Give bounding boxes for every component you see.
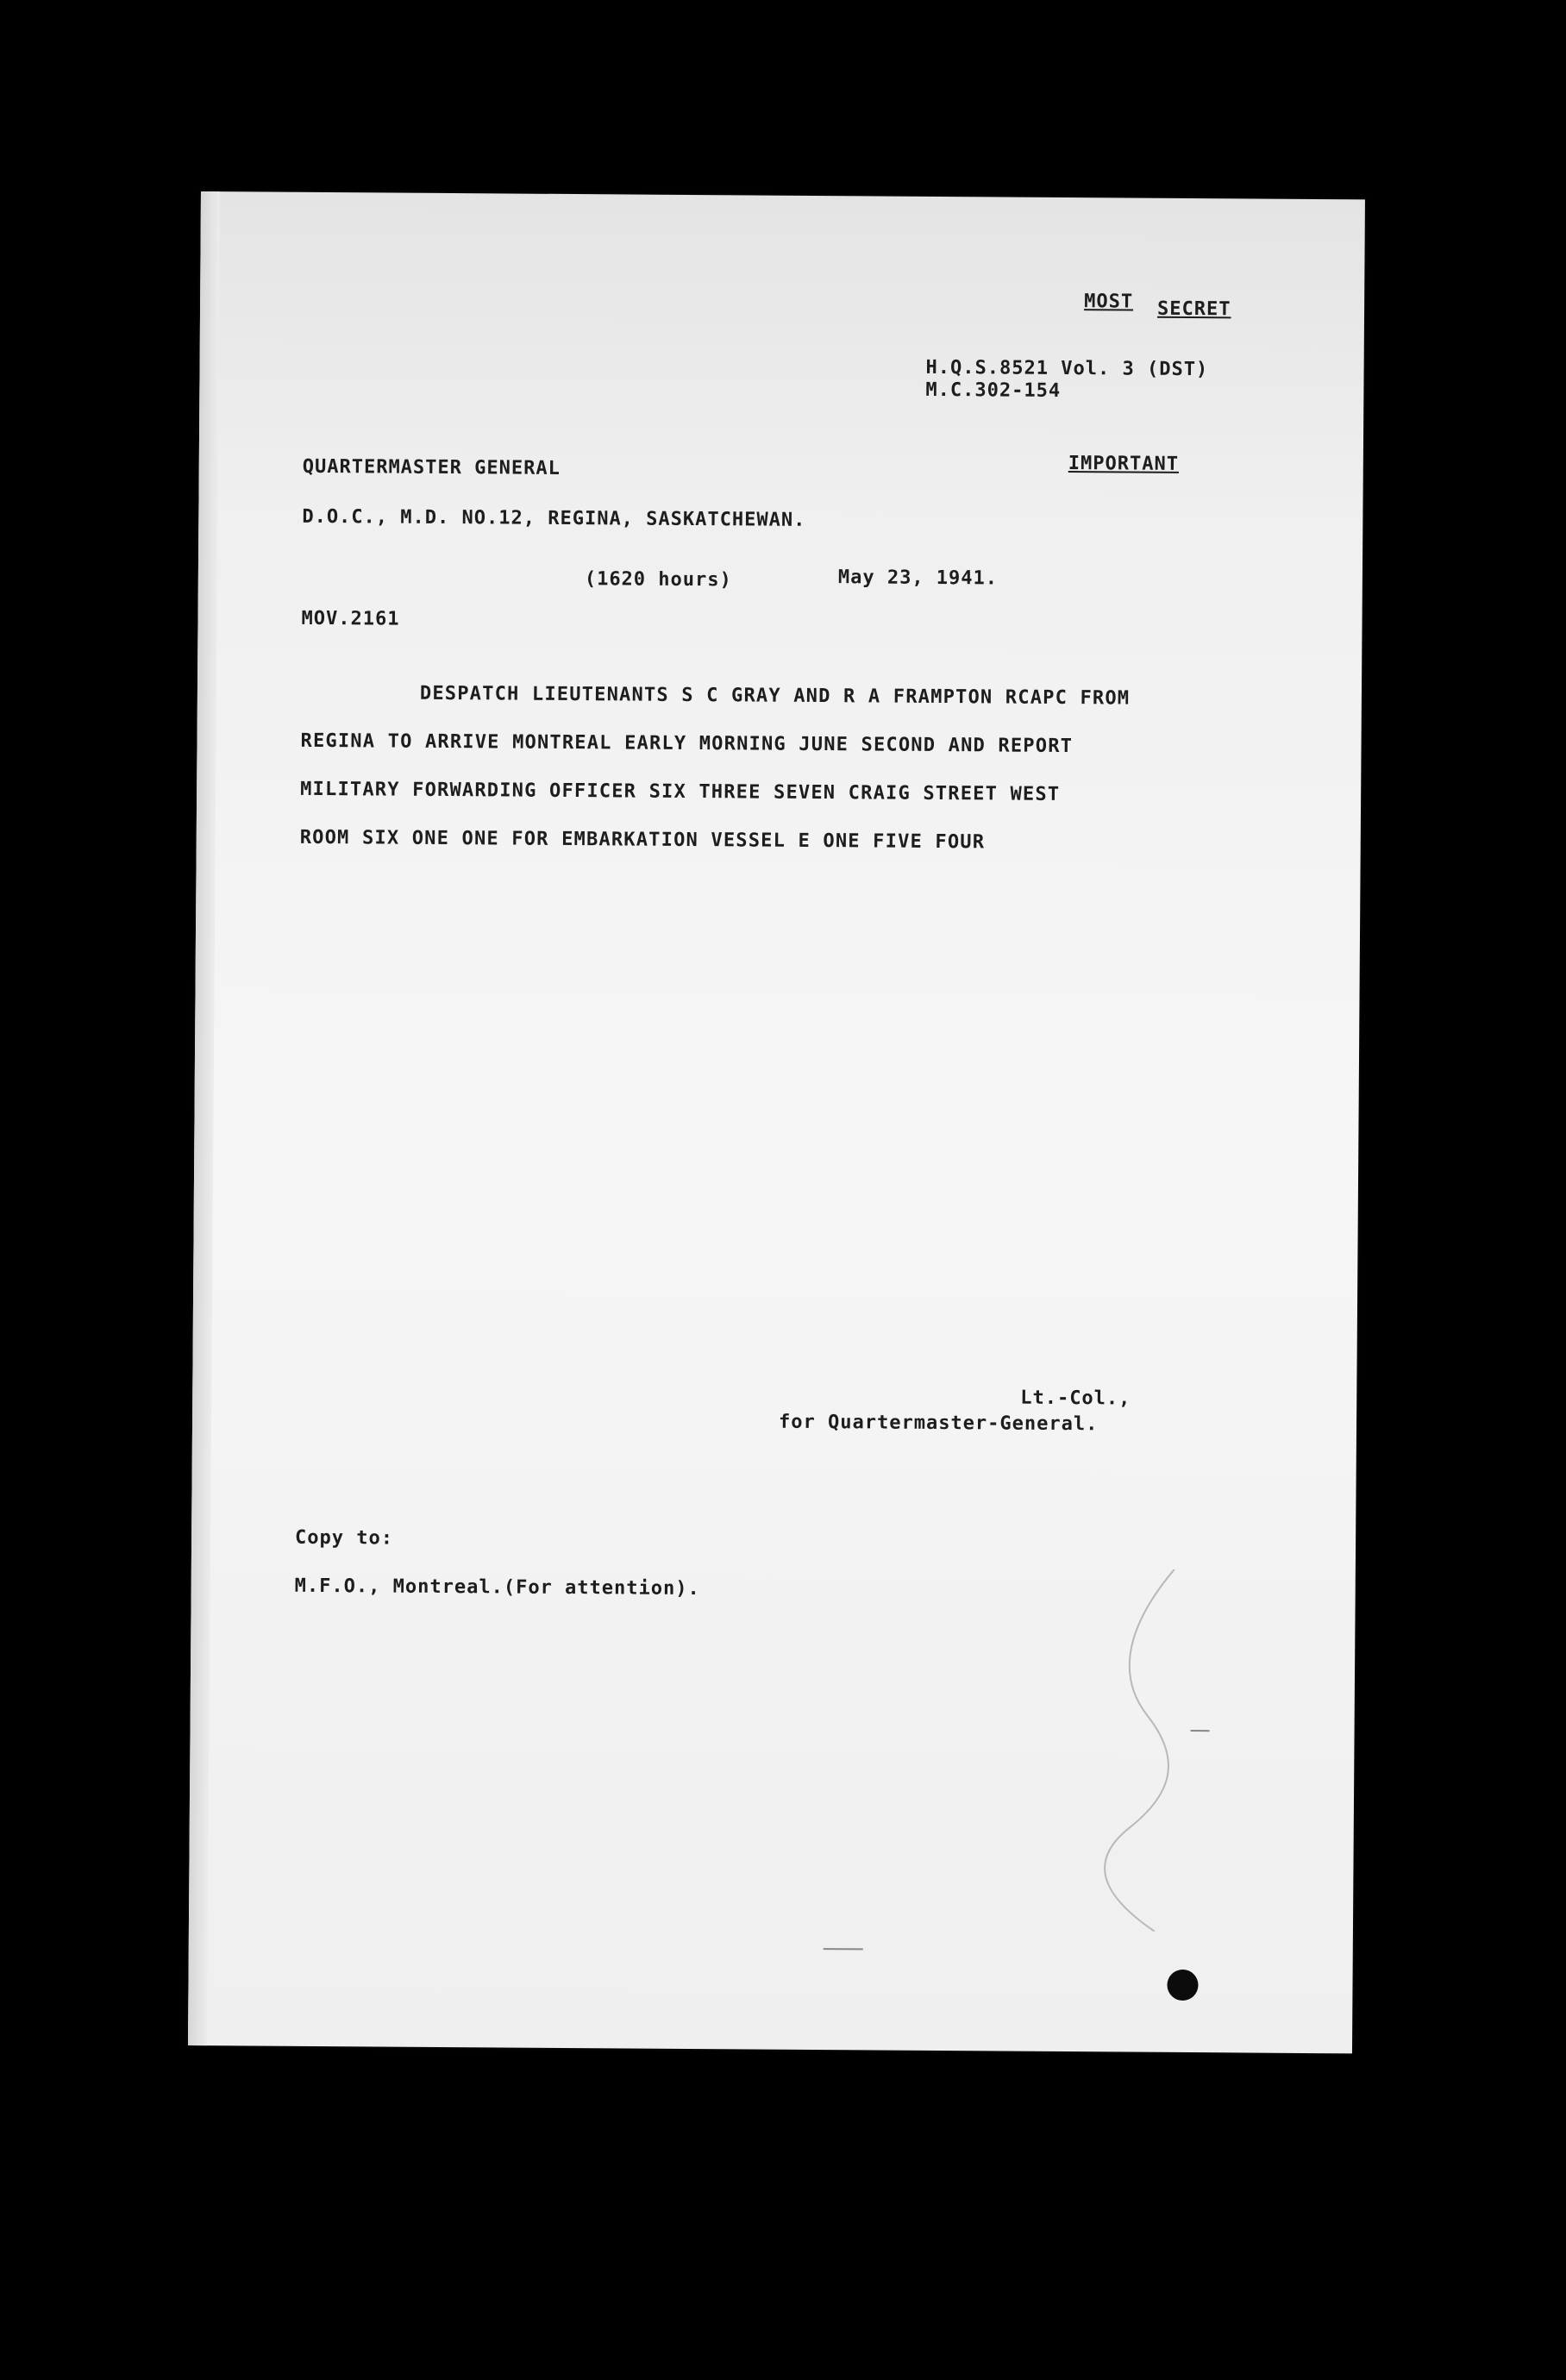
document-page xyxy=(188,191,1365,2053)
message-line-3: MILITARY FORWARDING OFFICER SIX THREE SEVEN CRAIG STREET WEST xyxy=(300,778,1061,805)
classification-most: MOST xyxy=(1084,291,1134,313)
message-number: MOV.2161 xyxy=(301,607,400,630)
sender: QUARTERMASTER GENERAL xyxy=(302,455,561,479)
signature-rank: Lt.-Col., xyxy=(1020,1387,1131,1410)
file-reference-2: M.C.302-154 xyxy=(925,379,1062,402)
bottom-mark xyxy=(824,1948,863,1950)
message-line-2: REGINA TO ARRIVE MONTREAL EARLY MORNING JUNE SECOND AND REPORT xyxy=(300,730,1074,758)
punch-hole xyxy=(1167,1970,1198,2001)
signature-for: for Quartermaster-General. xyxy=(778,1411,1099,1436)
priority-label: IMPORTANT xyxy=(1068,453,1180,475)
message-time: (1620 hours) xyxy=(584,568,732,592)
paper-edge xyxy=(188,191,220,2045)
pencil-squiggle xyxy=(1094,1569,1200,1932)
message-line-4: ROOM SIX ONE ONE FOR EMBARKATION VESSEL E ONE FIVE FOUR xyxy=(299,826,986,854)
copy-recipient: M.F.O., Montreal.(For attention). xyxy=(294,1575,700,1600)
margin-mark xyxy=(1191,1730,1210,1732)
addressee: D.O.C., M.D. NO.12, REGINA, SASKATCHEWAN. xyxy=(302,505,806,531)
classification-secret: SECRET xyxy=(1156,298,1231,321)
file-reference: H.Q.S.8521 Vol. 3 (DST) xyxy=(925,356,1209,381)
copy-to-label: Copy to: xyxy=(295,1526,394,1550)
message-line-1: DESPATCH LIEUTENANTS S C GRAY AND R A FRAMPTON RCAPC FROM xyxy=(419,682,1131,710)
message-date: May 23, 1941. xyxy=(837,567,999,590)
